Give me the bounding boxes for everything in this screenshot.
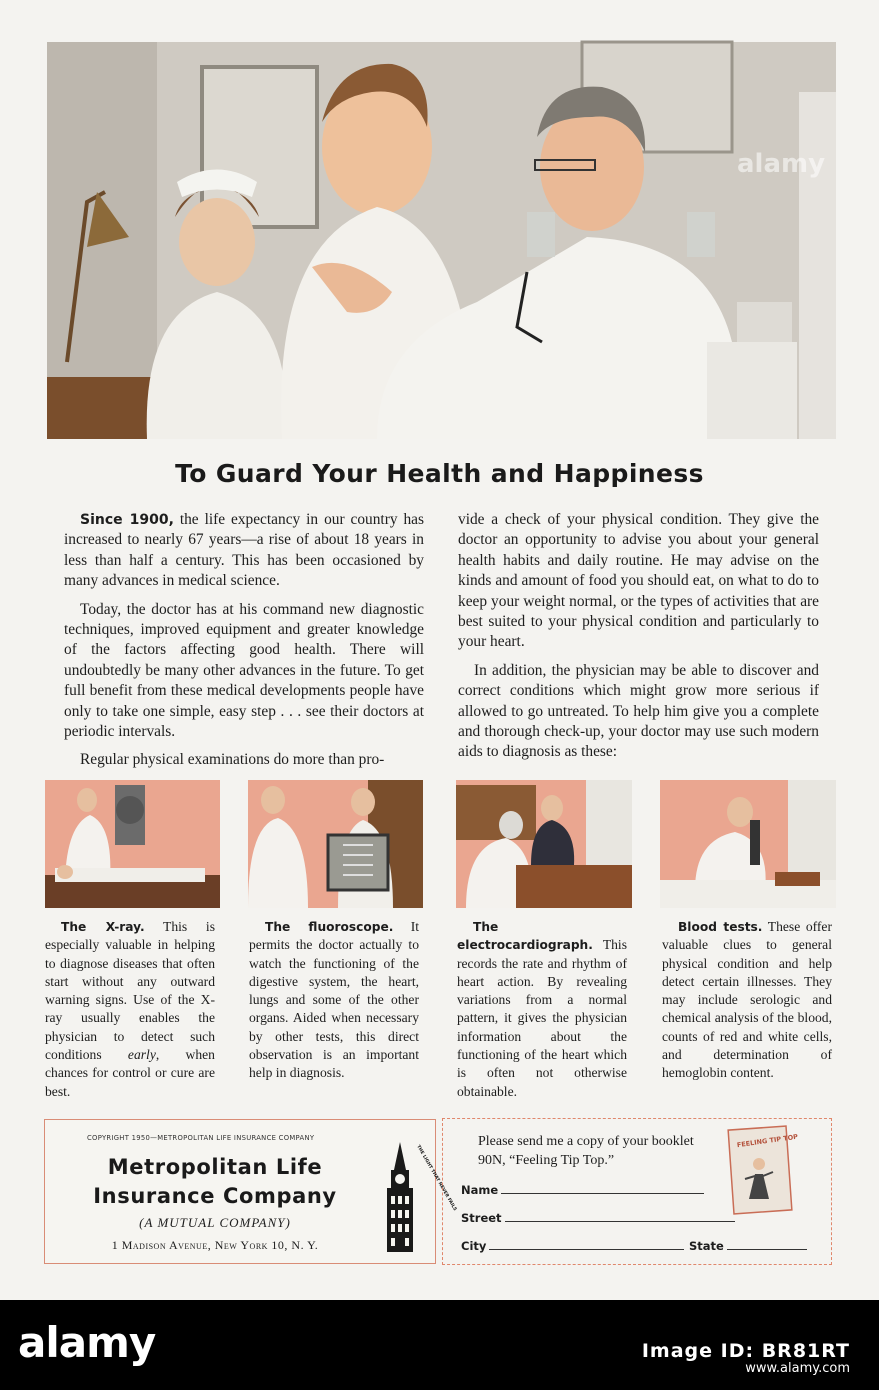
electrocardiograph-caption — [457, 918, 627, 1101]
company-name-line2: Insurance Company — [93, 1184, 337, 1208]
booklet-title: FEELING TIP TOP — [736, 1132, 799, 1150]
blood-tests-caption — [662, 918, 832, 1083]
coupon-request: Please send me a copy of your booklet 90N, “Feeling Tip Top.” — [478, 1134, 694, 1168]
paragraph — [64, 510, 424, 592]
body-column-right — [458, 510, 819, 771]
caption-text-end: , when chances for control or cure are best. — [45, 1047, 215, 1099]
city-line[interactable] — [489, 1249, 684, 1250]
request-coupon[interactable] — [442, 1118, 832, 1265]
stock-image-info — [530, 1342, 850, 1378]
caption-text: This records the rate and rhythm of heart action. By revealing variations from a normal pattern, it gives the physician information about the functioning of the heart which is often not otherwise obtainable. — [457, 937, 627, 1099]
doctor-examination-painting — [47, 42, 836, 439]
caption-title: The fluoroscope. — [265, 920, 394, 934]
fluoroscope-illustration — [248, 780, 423, 908]
state-label: State — [689, 1239, 724, 1253]
copyright-notice: COPYRIGHT 1950—METROPOLITAN LIFE INSURANCE COMPANY — [87, 1134, 315, 1142]
street-field[interactable] — [461, 1211, 735, 1225]
paragraph-lead: Since 1900, — [80, 512, 174, 528]
image-id: Image ID: BR81RT — [641, 1340, 850, 1362]
company-type: (A MUTUAL COMPANY) — [139, 1215, 291, 1230]
paragraph-text: the life expectancy in our country has increased to nearly 67 years—a rise of about 18 years in less than half a century. This has been occasioned by many advances in medical science. — [64, 511, 424, 590]
xray-caption — [45, 918, 215, 1101]
electrocardiograph-illustration — [456, 780, 632, 908]
caption-emphasis: early — [127, 1047, 156, 1063]
caption-title: The electrocardiograph. — [457, 920, 593, 953]
company-name-line1: Metropolitan Life — [107, 1155, 323, 1179]
stock-logo: alamy — [18, 1318, 156, 1367]
city-field[interactable] — [461, 1239, 684, 1253]
paragraph: Regular physical examinations do more than pro- — [80, 751, 385, 769]
caption-text: This is especially valuable in helping to diagnose diseases that often start without any outward warning signs. Use of the X-ray usually enables the physician to detect such conditions — [45, 919, 215, 1063]
blood-tests-illustration — [660, 780, 836, 908]
tower-logo-icon — [375, 1140, 458, 1255]
booklet-cover-icon — [727, 1124, 799, 1216]
name-line[interactable] — [501, 1193, 704, 1194]
street-label: Street — [461, 1211, 502, 1225]
state-field[interactable] — [689, 1239, 807, 1253]
paragraph: Today, the doctor has at his command new diagnostic techniques, improved equipment and greater knowledge of the factors affecting good health. There will undoubtedly be many other advances in the future. To get full benefit from these medical developments people have only to take one simple, easy step . . . see their doctors at periodic intervals. — [64, 600, 424, 741]
paragraph: vide a check of your physical condition. They give the doctor an opportunity to advise you about your general health habits and daily routine. He may advise on the kinds and amount of food you should eat, on what to do to keep your weight normal, or the types of activities that are best suited to your physical condition and particularly to your heart. — [458, 511, 819, 651]
name-label: Name — [461, 1183, 499, 1197]
state-line[interactable] — [727, 1249, 807, 1250]
paragraph: In addition, the physician may be able to discover and correct conditions which might grow more serious if allowed to go untreated. To help him give you a complete and thorough check-up, your doctor may use such modern aids to diagnosis as these: — [458, 661, 819, 761]
name-field[interactable] — [461, 1183, 704, 1197]
body-column-left — [64, 510, 424, 779]
stock-site: www.alamy.com — [745, 1361, 850, 1376]
street-line[interactable] — [505, 1221, 735, 1222]
xray-illustration — [45, 780, 220, 908]
company-name — [65, 1153, 365, 1211]
company-address: 1 Madison Avenue, New York 10, N. Y. — [111, 1238, 319, 1252]
headline: To Guard Your Health and Happiness — [175, 459, 704, 488]
caption-text: These offer valuable clues to general physical condition and help detect certain illnesses. They may include serologic and chemical analysis of the blood, counts of red and white cells, and determination of hemoglobin content. — [662, 919, 832, 1081]
stock-watermark: alamy — [737, 149, 826, 179]
tower-motto: THE LIGHT THAT NEVER FAILS — [415, 1144, 458, 1212]
caption-text: It permits the doctor actually to watch the functioning of the digestive system, the heart, lungs and some of the other organs. Aided when necessary by other tests, this direct observation is an important help in diagnosis. — [249, 919, 420, 1081]
company-signature — [44, 1119, 458, 1264]
fluoroscope-caption — [249, 918, 419, 1083]
caption-title: Blood tests. — [678, 920, 763, 934]
caption-title: The X-ray. — [61, 920, 145, 934]
hero-illustration — [47, 42, 836, 439]
city-label: City — [461, 1239, 487, 1253]
